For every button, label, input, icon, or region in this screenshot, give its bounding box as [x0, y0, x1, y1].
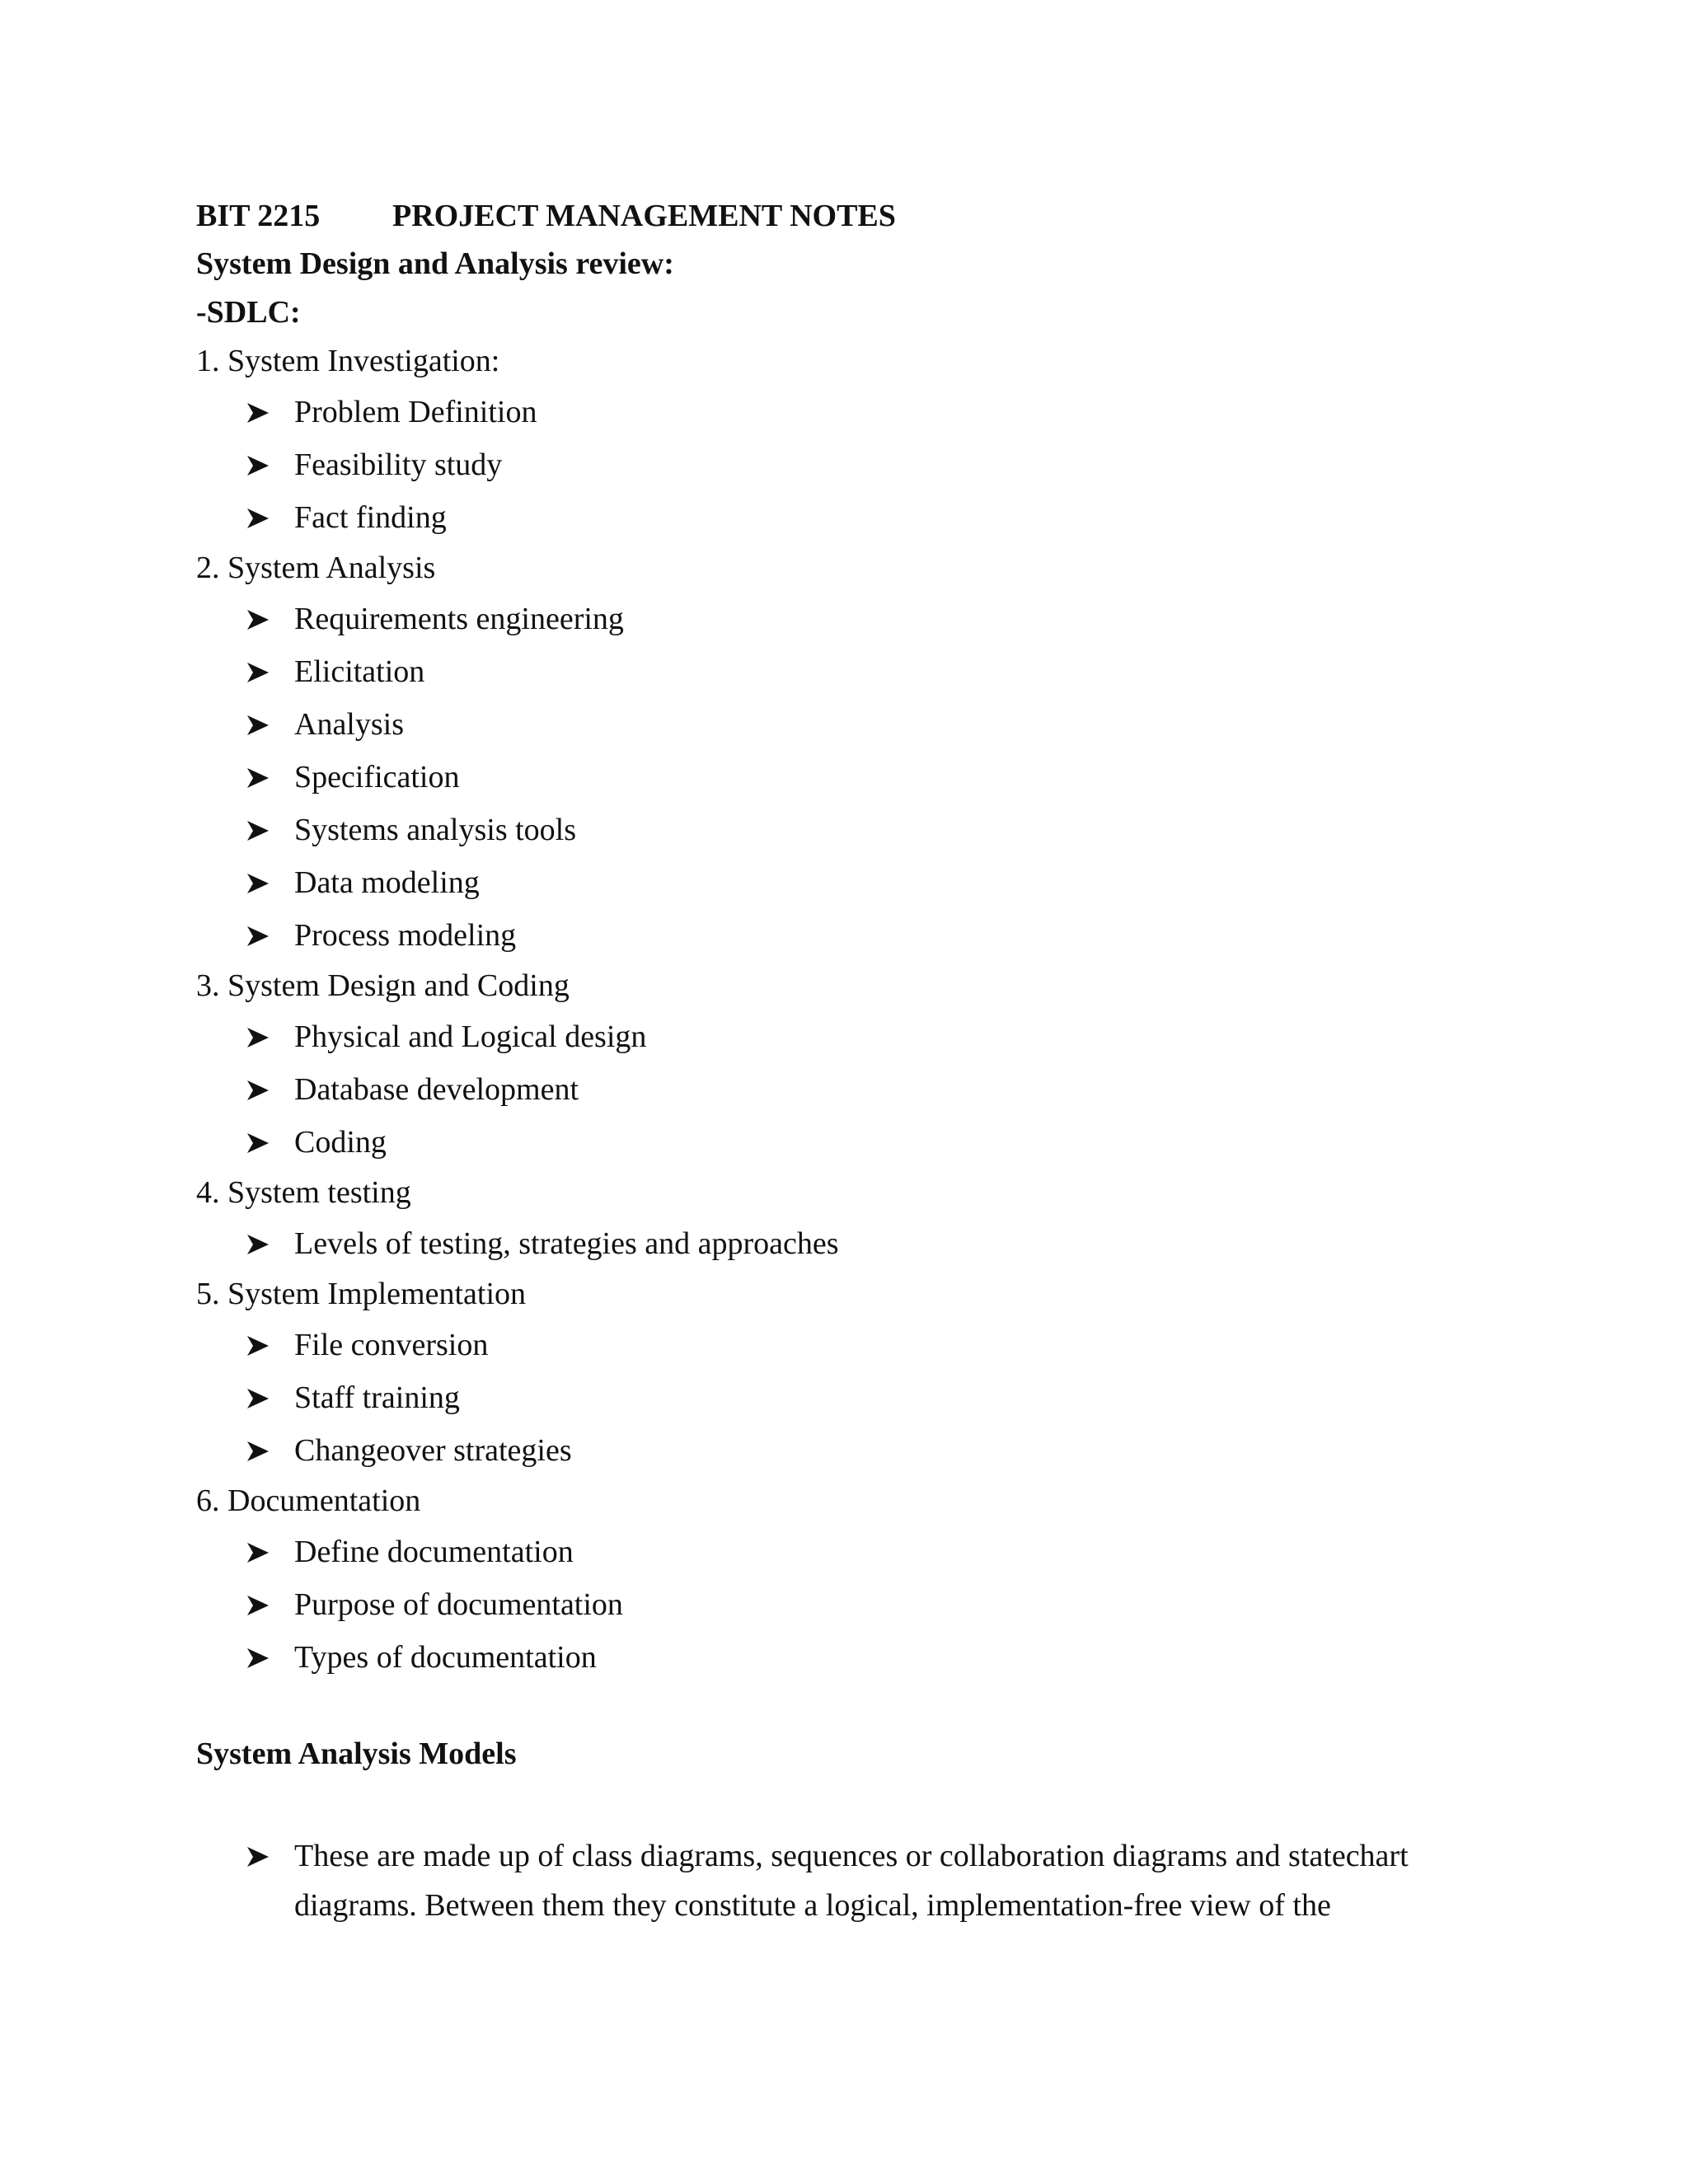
arrowhead-bullet-icon — [247, 1028, 269, 1047]
subtitle: System Design and Analysis review: — [196, 246, 674, 281]
arrowhead-bullet-icon — [247, 610, 269, 630]
arrowhead-bullet-icon — [247, 403, 269, 423]
list-item-label: Elicitation — [294, 654, 425, 689]
section-heading: 4. System testing — [196, 1175, 411, 1210]
list-item-label: Types of documentation — [294, 1640, 597, 1675]
arrowhead-bullet-icon — [247, 1080, 269, 1100]
list-item-label: Analysis — [294, 707, 404, 742]
arrowhead-bullet-icon — [247, 663, 269, 682]
list-item-label: Problem Definition — [294, 395, 537, 429]
section-heading: 1. System Investigation: — [196, 344, 500, 378]
arrowhead-bullet-icon — [247, 926, 269, 946]
sdlc-label: -SDLC: — [196, 295, 301, 330]
list-item-label: Define documentation — [294, 1535, 574, 1569]
list-item-label: Data modeling — [294, 865, 480, 900]
list-item-label: Systems analysis tools — [294, 813, 577, 847]
arrowhead-bullet-icon — [247, 1389, 269, 1408]
course-code: BIT 2215 — [196, 199, 321, 233]
arrowhead-bullet-icon — [247, 1648, 269, 1668]
models-paragraph-text: These are made up of class diagrams, sequences or collaboration diagrams and statechart diagrams. Between them they constitute a logical, implementation-free view of the — [294, 1839, 1409, 1923]
list-item-label: Changeover strategies — [294, 1433, 572, 1468]
arrowhead-bullet-icon — [247, 509, 269, 528]
list-item-label: Database development — [294, 1072, 579, 1107]
arrowhead-bullet-icon — [247, 1543, 269, 1563]
arrowhead-bullet-icon — [247, 821, 269, 841]
list-item-label: Purpose of documentation — [294, 1587, 623, 1622]
section-heading: 6. Documentation — [196, 1483, 421, 1518]
list-item-label: Requirements engineering — [294, 602, 624, 636]
list-item-label: Feasibility study — [294, 448, 503, 482]
arrowhead-bullet-icon — [247, 715, 269, 735]
arrowhead-bullet-icon — [247, 1133, 269, 1153]
arrowhead-bullet-icon — [247, 1441, 269, 1461]
list-item-label: Fact finding — [294, 500, 447, 535]
list-item-label: Process modeling — [294, 918, 517, 953]
arrowhead-bullet-icon — [247, 874, 269, 893]
arrowhead-bullet-icon — [247, 1847, 269, 1867]
section-heading: 2. System Analysis — [196, 551, 436, 585]
list-item-label: Staff training — [294, 1380, 460, 1415]
section-heading: 3. System Design and Coding — [196, 968, 570, 1003]
arrowhead-bullet-icon — [247, 456, 269, 476]
list-item-label: Levels of testing, strategies and approaches — [294, 1226, 839, 1261]
arrowhead-bullet-icon — [247, 768, 269, 788]
arrowhead-bullet-icon — [247, 1235, 269, 1254]
section-heading: 5. System Implementation — [196, 1277, 527, 1311]
list-item-label: Specification — [294, 760, 460, 794]
arrowhead-bullet-icon — [247, 1336, 269, 1356]
arrowhead-bullet-icon — [247, 1596, 269, 1615]
list-item-label: Coding — [294, 1125, 387, 1160]
list-item-label: File conversion — [294, 1328, 489, 1362]
models-heading: System Analysis Models — [196, 1736, 517, 1771]
course-title: PROJECT MANAGEMENT NOTES — [392, 199, 896, 233]
list-item-label: Physical and Logical design — [294, 1019, 647, 1054]
